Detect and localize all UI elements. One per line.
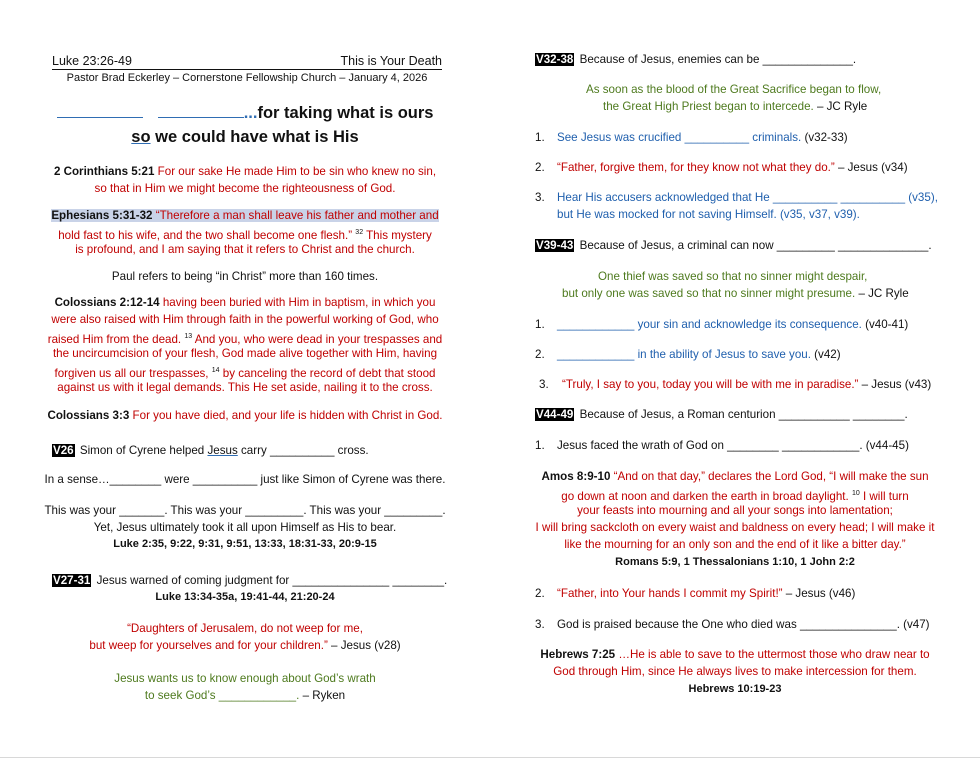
r-2 xyxy=(557,586,855,601)
col-reference: Colossians 2:12-14 xyxy=(54,296,160,309)
main-point-so: so xyxy=(131,128,151,146)
yet-line: Yet, Jesus ultimately took it all upon Himself as His to bear. xyxy=(93,521,397,534)
v32-tag: V32-38 xyxy=(536,53,574,66)
q-3-text: “Truly, I say to you, today you will be with me in paradise.” xyxy=(562,378,859,391)
eph-text: “Therefore a man shall leave his father and mother and xyxy=(152,209,439,222)
paul-note: Paul refers to being “in Christ” more than 160 times. xyxy=(111,270,379,283)
v27-references: Luke 13:34-35a, 19:41-44, 21:20-24 xyxy=(155,591,335,603)
byline: Pastor Brad Eckerley – Cornerstone Fellowship Church – January 4, 2026 xyxy=(66,72,428,84)
q-2 xyxy=(557,347,841,362)
eph-line-2 xyxy=(0,225,490,243)
ryken-line-2 xyxy=(0,688,490,703)
col-line-1 xyxy=(0,295,490,310)
point-2-num: 2. xyxy=(535,161,545,174)
v44-tag: V44-49 xyxy=(536,408,574,421)
ryle-quote-2-line-2 xyxy=(562,286,909,301)
eph-line-3: is profound, and I am saying that it refers to Christ and the church. xyxy=(75,243,415,256)
eph-line-1 xyxy=(0,208,490,223)
cor-line-2: so that in Him we might become the righteousness of God. xyxy=(94,182,396,195)
v26-text-a: Simon of Cyrene helped xyxy=(76,444,208,457)
col-text-1: having been buried with Him in baptism, in which you xyxy=(159,296,436,309)
cor-line-1 xyxy=(0,164,490,179)
verse-number: 32 xyxy=(355,229,364,236)
point-1-text: See Jesus was crucified __________ criminals. xyxy=(557,131,802,144)
heb-line-1 xyxy=(490,647,980,662)
heb-cross-references: Hebrews 10:19-23 xyxy=(688,683,782,695)
q-1-text: ____________ your sin and acknowledge its consequence. xyxy=(557,318,862,331)
right-page xyxy=(490,0,980,758)
r-2-num: 2. xyxy=(535,587,545,600)
passage-reference: Luke 23:26-49 xyxy=(52,54,132,68)
ryken-quote: to seek God’s ____________. xyxy=(144,689,300,702)
r-3-num: 3. xyxy=(535,618,545,631)
v39-line xyxy=(535,238,932,253)
verse-number: 13 xyxy=(184,333,193,340)
col3-line xyxy=(0,408,490,423)
col-line-3 xyxy=(0,329,490,347)
v44-text: Because of Jesus, a Roman centurion ___________ ________. xyxy=(576,408,908,421)
point-1-ref: (v32-33) xyxy=(801,131,848,144)
heb-text-1: …He is able to save to the uttermost those who draw near to xyxy=(615,648,930,661)
ryken-attribution: – Ryken xyxy=(299,689,346,702)
col3-text: For you have died, and your life is hidden with Christ in God. xyxy=(129,409,443,422)
col3-reference: Colossians 3:3 xyxy=(47,409,130,422)
ryle-quote-1-line-2 xyxy=(603,99,867,114)
q-3-num: 3. xyxy=(539,378,549,391)
main-point-tail: for taking what is ours xyxy=(257,104,434,122)
v27-text: Jesus warned of coming judgment for _______________ ________. xyxy=(93,574,448,587)
daughters-line-2 xyxy=(0,638,490,653)
point-1 xyxy=(557,130,848,145)
point-3-line-2: but He was mocked for not saving Himself. (v35, v37, v39). xyxy=(557,208,860,221)
col-line-6: against us with it legal demands. This He set aside, nailing it to the cross. xyxy=(57,381,433,394)
ryken-line-1: Jesus wants us to know enough about God’s wrath xyxy=(114,672,376,685)
point-1-num: 1. xyxy=(535,131,545,144)
amos-line-1 xyxy=(490,469,980,484)
q-1-num: 1. xyxy=(535,318,545,331)
ryle-quote-2-text: but only one was saved so that no sinner might presume. xyxy=(562,287,856,300)
main-point-line-2 xyxy=(0,126,490,148)
q-1 xyxy=(557,317,908,332)
v26-tag: V26 xyxy=(53,444,74,457)
ellipsis: ... xyxy=(243,104,258,122)
col-line-5 xyxy=(0,363,490,381)
point-2 xyxy=(557,160,908,175)
col-text-3b: And you, who were dead in your trespasses and xyxy=(192,332,443,346)
heb-reference: Hebrews 7:25 xyxy=(540,648,616,661)
main-point-line-1 xyxy=(0,101,490,124)
v26-text-b: carry __________ cross. xyxy=(237,444,369,457)
blank-2 xyxy=(158,101,244,118)
col-line-4: the uncircumcision of your flesh, God made alive together with Him, having xyxy=(52,347,438,360)
q-2-num: 2. xyxy=(535,348,545,361)
cor-text: For our sake He made Him to be sin who knew no sin, xyxy=(154,165,437,178)
heb-line-2: God through Him, since He always lives to make intercession for them. xyxy=(553,665,917,678)
q-1-ref: (v40-41) xyxy=(861,318,909,331)
eph-text-2a: hold fast to his wife, and the two shall become one flesh.” xyxy=(58,228,356,242)
sense-line: In a sense…________ were __________ just like Simon of Cyrene was there. xyxy=(44,473,446,486)
v32-text: Because of Jesus, enemies can be ______________. xyxy=(576,53,857,66)
ryle-quote-2-line-1: One thief was saved so that no sinner might despair, xyxy=(598,270,868,283)
amos-line-4: I will bring sackcloth on every waist and baldness on every head; I will make it xyxy=(535,521,935,534)
point-2-ref: – Jesus (v34) xyxy=(834,161,908,174)
v39-tag: V39-43 xyxy=(536,239,574,252)
r-2-ref: – Jesus (v46) xyxy=(782,587,856,600)
header-line xyxy=(52,53,442,70)
col-line-2: were also raised with Him through faith in the powerful working of God, who xyxy=(51,313,439,326)
luke-references: Luke 2:35, 9:22, 9:31, 9:51, 13:33, 18:31-33, 20:9-15 xyxy=(113,538,377,550)
v26-jesus: Jesus xyxy=(207,444,238,457)
amos-line-5: like the mourning for an only son and the end of it like a bitter day.” xyxy=(564,538,906,551)
sermon-title: This is Your Death xyxy=(340,54,442,68)
v32-line xyxy=(535,52,856,67)
amos-reference: Amos 8:9-10 xyxy=(541,470,611,483)
amos-line-2 xyxy=(490,486,980,504)
point-3-num: 3. xyxy=(535,191,545,204)
eph-text-2b: This mystery xyxy=(363,228,432,242)
amos-text-1: “And on that day,” declares the Lord God, “I will make the sun xyxy=(610,470,929,483)
q-2-text: ____________ in the ability of Jesus to save you. xyxy=(557,348,811,361)
v44-line xyxy=(535,407,908,422)
q-3-ref: – Jesus (v43) xyxy=(858,378,932,391)
col-text-3a: raised Him from the dead. xyxy=(47,332,185,346)
v39-text: Because of Jesus, a criminal can now _________ ______________. xyxy=(576,239,932,252)
amos-cross-references: Romans 5:9, 1 Thessalonians 1:10, 1 John 2:2 xyxy=(615,556,855,568)
ryle-attribution-1: – JC Ryle xyxy=(813,100,868,113)
cor-reference: 2 Corinthians 5:21 xyxy=(53,165,155,178)
q-2-ref: (v42) xyxy=(810,348,841,361)
amos-text-2a: go down at noon and darken the earth in broad daylight. xyxy=(561,489,852,503)
verse-number: 14 xyxy=(211,367,220,374)
daughters-quote: but weep for yourselves and for your children.” xyxy=(89,639,328,652)
verse-number: 10 xyxy=(851,490,860,497)
point-3-line-1: Hear His accusers acknowledged that He __________ __________ (v35), xyxy=(557,191,938,204)
q-3 xyxy=(562,377,931,392)
v27-tag: V27-31 xyxy=(53,574,91,587)
r-1-text: Jesus faced the wrath of God on ________ ____________. (v44-45) xyxy=(557,439,909,452)
v26-line xyxy=(52,443,369,458)
col-text-5a: forgiven us all our trespasses, xyxy=(54,366,212,380)
col-text-5b: by canceling the record of debt that stood xyxy=(219,366,436,380)
main-point-rest: we could have what is His xyxy=(150,128,359,146)
blank-1 xyxy=(57,101,143,118)
yours-line: This was your _______. This was your _________. This was your _________. xyxy=(44,504,446,517)
r-1-num: 1. xyxy=(535,439,545,452)
r-3-text: God is praised because the One who died was _______________. (v47) xyxy=(557,618,930,631)
amos-text-2b: I will turn xyxy=(859,489,909,503)
ryle-attribution-2: – JC Ryle xyxy=(855,287,909,300)
daughters-attribution: – Jesus (v28) xyxy=(327,639,401,652)
ryle-quote-1-text: the Great High Priest began to intercede. xyxy=(603,100,814,113)
ryle-quote-1-line-1: As soon as the blood of the Great Sacrifice began to flow, xyxy=(586,83,882,96)
daughters-line-1: “Daughters of Jerusalem, do not weep for me, xyxy=(127,622,363,635)
point-2-text: “Father, forgive them, for they know not what they do.” xyxy=(557,161,835,174)
amos-line-3: your feasts into mourning and all your songs into lamentation; xyxy=(577,504,893,517)
eph-reference: Ephesians 5:31-32 xyxy=(51,209,153,222)
r-2-text: “Father, into Your hands I commit my Spirit!” xyxy=(557,587,783,600)
v27-line xyxy=(52,573,447,588)
